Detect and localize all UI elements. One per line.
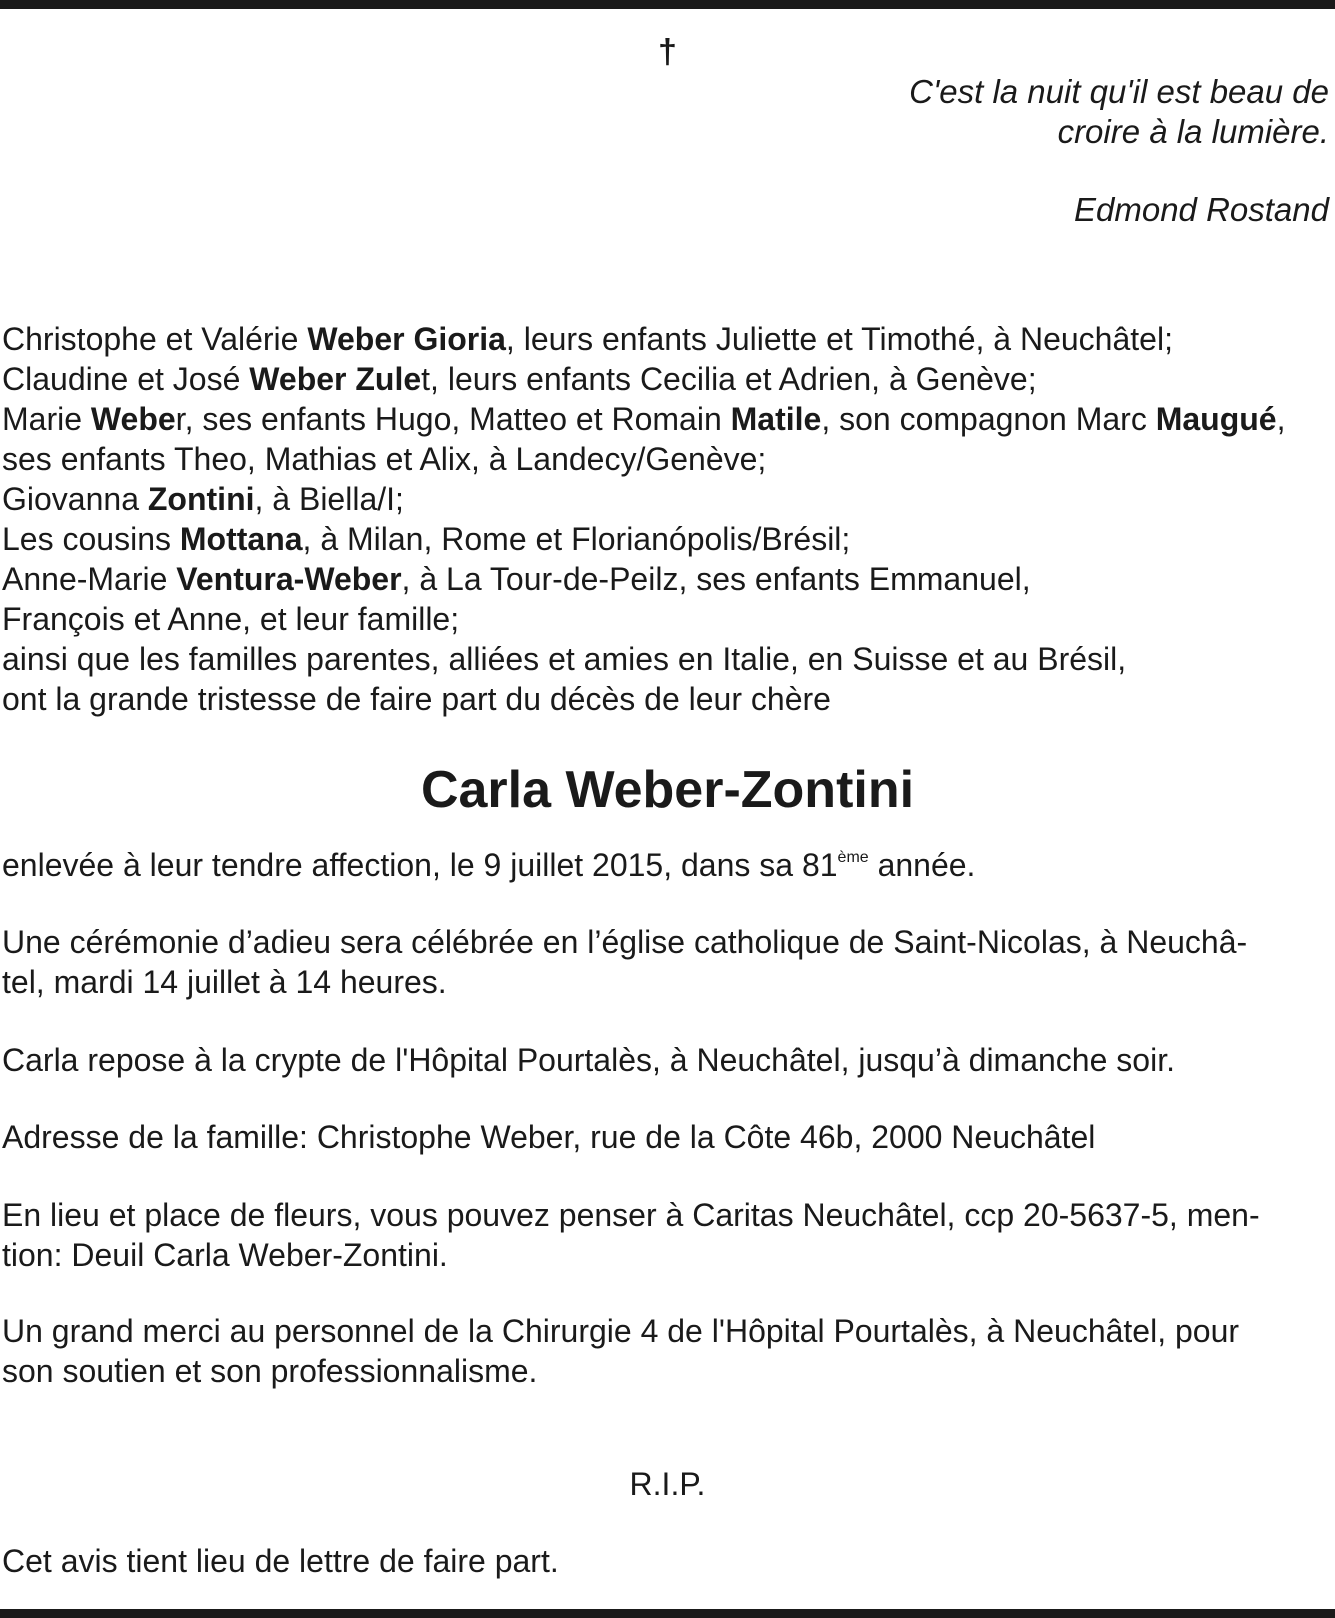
family-text: , son compagnon Marc	[821, 401, 1156, 437]
donation-paragraph	[2, 1195, 1260, 1275]
epigraph-author: Edmond Rostand	[1074, 191, 1329, 228]
family-line	[2, 519, 1332, 559]
epigraph-line-2: croire à la lumière.	[1057, 113, 1329, 150]
family-address: Adresse de la famille: Christophe Weber, rue de la Côte 46b, 2000 Neuchâtel	[2, 1119, 1096, 1155]
family-text: ses enfants Theo, Mathias et Alix, à Landecy/Genève;	[2, 441, 767, 477]
family-line	[2, 559, 1332, 599]
thanks-line-1: Un grand merci au personnel de la Chirurgie 4 de l'Hôpital Pourtalès, à Neuchâtel, pour	[2, 1313, 1240, 1349]
family-line	[2, 359, 1332, 399]
top-border-rule	[0, 0, 1335, 9]
ceremony-line-1: Une cérémonie d’adieu sera célébrée en l’église catholique de Saint-Nicolas, à Neuchâ-	[2, 924, 1248, 960]
family-text: Giovanna	[2, 481, 148, 517]
family-surname: Weber Zule	[249, 361, 422, 397]
donation-line-2: tion: Deuil Carla Weber-Zontini.	[2, 1237, 448, 1273]
ceremony-line-2: tel, mardi 14 juillet à 14 heures.	[2, 964, 447, 1000]
family-line	[2, 639, 1332, 679]
family-text: Christophe et Valérie	[2, 321, 308, 357]
rest-paragraph: Carla repose à la crypte de l'Hôpital Pourtalès, à Neuchâtel, jusqu’à dimanche soir.	[2, 1042, 1175, 1078]
family-line	[2, 399, 1332, 439]
family-text: Anne-Marie	[2, 561, 177, 597]
donation-line-1: En lieu et place de fleurs, vous pouvez penser à Caritas Neuchâtel, ccp 20-5637-5, men-	[2, 1197, 1260, 1233]
thanks-line-2: son soutien et son professionnalisme.	[2, 1353, 538, 1389]
bottom-border-rule	[0, 1609, 1335, 1618]
family-text: r, ses enfants Hugo, Matteo et Romain	[175, 401, 731, 437]
family-text: , à Milan, Rome et Florianópolis/Brésil;	[302, 521, 851, 557]
family-text: Claudine et José	[2, 361, 250, 397]
closing-note: Cet avis tient lieu de lettre de faire part.	[2, 1543, 559, 1579]
cross-symbol: †	[658, 33, 677, 71]
family-text: Marie	[2, 401, 91, 437]
family-surname: Matile	[730, 401, 822, 437]
family-text: , à La Tour-de-Peilz, ses enfants Emmanuel,	[401, 561, 1031, 597]
family-surname: Zontini	[147, 481, 255, 517]
family-text: , à Biella/I;	[254, 481, 404, 517]
epigraph-line-1: C'est la nuit qu'il est beau de	[909, 73, 1329, 110]
epigraph	[909, 72, 1329, 230]
family-surname: Ventura-Weber	[176, 561, 402, 597]
family-text: François et Anne, et leur famille;	[2, 601, 460, 637]
family-surname: Mottana	[179, 521, 303, 557]
family-text: ,	[1276, 401, 1286, 437]
family-line	[2, 319, 1332, 359]
family-surname: Weber Gioria	[307, 321, 506, 357]
family-list	[2, 319, 1332, 719]
death-text: année.	[868, 847, 976, 883]
deceased-name: Carla Weber-Zontini	[420, 761, 915, 819]
family-text: ont la grande tristesse de faire part du décès de leur chère	[2, 681, 831, 717]
family-surname: Webe	[90, 401, 176, 437]
family-surname: Maugué	[1155, 401, 1277, 437]
family-text: ainsi que les familles parentes, alliées et amies en Italie, en Suisse et au Brésil,	[2, 641, 1127, 677]
death-text: enlevée à leur tendre affection, le 9 juillet 2015, dans sa 81	[2, 847, 838, 883]
family-text: Les cousins	[2, 521, 180, 557]
thanks-paragraph	[2, 1311, 1239, 1391]
ceremony-paragraph	[2, 922, 1247, 1002]
death-announcement	[2, 845, 975, 885]
family-text: , leurs enfants Juliette et Timothé, à Neuchâtel;	[505, 321, 1173, 357]
ordinal-suffix: ème	[837, 849, 869, 866]
family-line	[2, 439, 1332, 479]
rip-text: R.I.P.	[629, 1466, 706, 1502]
family-line	[2, 679, 1332, 719]
family-line	[2, 479, 1332, 519]
family-line	[2, 599, 1332, 639]
family-text: t, leurs enfants Cecilia et Adrien, à Genève;	[421, 361, 1037, 397]
